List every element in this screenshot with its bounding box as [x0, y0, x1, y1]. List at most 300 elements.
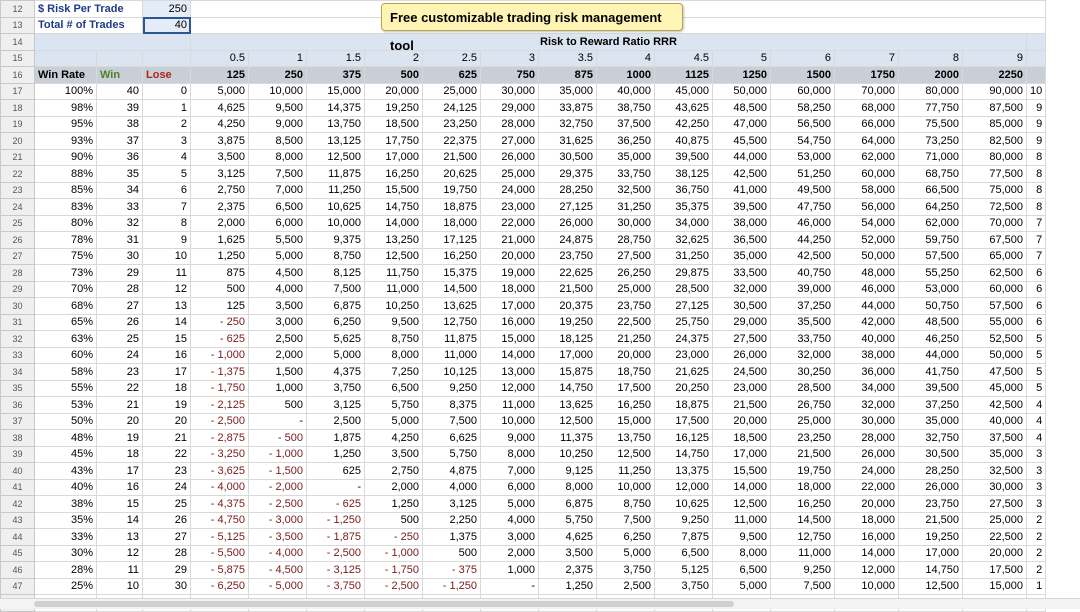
- pnl-cell[interactable]: 16,250: [771, 496, 835, 513]
- pnl-cell[interactable]: 42,500: [771, 248, 835, 265]
- pnl-cell[interactable]: 15,000: [307, 83, 365, 100]
- pnl-cell[interactable]: - 2,000: [249, 479, 307, 496]
- pnl-cell[interactable]: 57,500: [963, 298, 1027, 315]
- pnl-cell[interactable]: 6: [1027, 265, 1046, 282]
- pnl-cell[interactable]: 21,000: [481, 232, 539, 249]
- pnl-cell[interactable]: 21,500: [771, 446, 835, 463]
- pnl-cell[interactable]: 55,000: [963, 314, 1027, 331]
- reward-amount-header[interactable]: 1500: [771, 67, 835, 84]
- lose-count-cell[interactable]: 20: [143, 413, 191, 430]
- pnl-cell[interactable]: 9,500: [249, 100, 307, 117]
- pnl-cell[interactable]: 60,000: [771, 83, 835, 100]
- pnl-cell[interactable]: 47,500: [963, 364, 1027, 381]
- pnl-cell[interactable]: 19,250: [899, 529, 963, 546]
- pnl-cell[interactable]: 10,625: [655, 496, 713, 513]
- pnl-cell[interactable]: 68,000: [835, 100, 899, 117]
- pnl-cell[interactable]: 500: [365, 512, 423, 529]
- pnl-cell[interactable]: - 625: [307, 496, 365, 513]
- lose-count-cell[interactable]: 15: [143, 331, 191, 348]
- pnl-cell[interactable]: 9,250: [423, 380, 481, 397]
- lose-header[interactable]: Lose: [143, 67, 191, 84]
- pnl-cell[interactable]: 27,125: [539, 199, 597, 216]
- pnl-cell[interactable]: 30,500: [713, 298, 771, 315]
- pnl-cell[interactable]: 8,750: [365, 331, 423, 348]
- pnl-cell[interactable]: - 1,500: [249, 463, 307, 480]
- row-header[interactable]: 32: [1, 331, 35, 348]
- pnl-cell[interactable]: 16,250: [597, 397, 655, 414]
- pnl-cell[interactable]: 6,250: [597, 529, 655, 546]
- pnl-cell[interactable]: 35,000: [597, 149, 655, 166]
- pnl-cell[interactable]: 24,000: [481, 182, 539, 199]
- pnl-cell[interactable]: 7: [1027, 215, 1046, 232]
- pnl-cell[interactable]: 5,000: [365, 413, 423, 430]
- pnl-cell[interactable]: 66,500: [899, 182, 963, 199]
- pnl-cell[interactable]: 11,000: [771, 545, 835, 562]
- win-count-cell[interactable]: 35: [97, 166, 143, 183]
- win-count-cell[interactable]: 23: [97, 364, 143, 381]
- win-count-cell[interactable]: 26: [97, 314, 143, 331]
- pnl-cell[interactable]: 35,500: [771, 314, 835, 331]
- pnl-cell[interactable]: 23,750: [597, 298, 655, 315]
- pnl-cell[interactable]: 8,000: [713, 545, 771, 562]
- pnl-cell[interactable]: 14,500: [423, 281, 481, 298]
- lose-count-cell[interactable]: 13: [143, 298, 191, 315]
- row-header[interactable]: 29: [1, 281, 35, 298]
- pnl-cell[interactable]: 27,125: [655, 298, 713, 315]
- pnl-cell[interactable]: 6,625: [423, 430, 481, 447]
- pnl-cell[interactable]: 20,000: [481, 248, 539, 265]
- pnl-cell[interactable]: 9,250: [655, 512, 713, 529]
- pnl-cell[interactable]: 4,250: [365, 430, 423, 447]
- pnl-cell[interactable]: 19,250: [539, 314, 597, 331]
- pnl-cell[interactable]: 3: [1027, 463, 1046, 480]
- pnl-cell[interactable]: 4,000: [481, 512, 539, 529]
- pnl-cell[interactable]: 6,500: [365, 380, 423, 397]
- pnl-cell[interactable]: 23,250: [771, 430, 835, 447]
- pnl-cell[interactable]: 22,625: [539, 265, 597, 282]
- total-trades-input[interactable]: 40: [143, 17, 191, 34]
- reward-amount-header[interactable]: 1250: [713, 67, 771, 84]
- pnl-cell[interactable]: 17,000: [899, 545, 963, 562]
- row-header[interactable]: 42: [1, 496, 35, 513]
- win-count-cell[interactable]: 22: [97, 380, 143, 397]
- ratio-header[interactable]: 1.5: [307, 50, 365, 67]
- pnl-cell[interactable]: 7: [1027, 248, 1046, 265]
- pnl-cell[interactable]: 29,000: [481, 100, 539, 117]
- pnl-cell[interactable]: 1,875: [307, 430, 365, 447]
- pnl-cell[interactable]: 12,500: [597, 446, 655, 463]
- row-header[interactable]: 33: [1, 347, 35, 364]
- pnl-cell[interactable]: 18,875: [655, 397, 713, 414]
- pnl-cell[interactable]: 16,250: [423, 248, 481, 265]
- pnl-cell[interactable]: - 1,250: [307, 512, 365, 529]
- pnl-cell[interactable]: 42,000: [835, 314, 899, 331]
- pnl-cell[interactable]: 12,750: [423, 314, 481, 331]
- pnl-cell[interactable]: 42,500: [713, 166, 771, 183]
- pnl-cell[interactable]: 29,375: [539, 166, 597, 183]
- row-header[interactable]: 45: [1, 545, 35, 562]
- win-rate-cell[interactable]: 65%: [35, 314, 97, 331]
- pnl-cell[interactable]: 2,000: [365, 479, 423, 496]
- pnl-cell[interactable]: 21,625: [655, 364, 713, 381]
- pnl-cell[interactable]: 6,000: [481, 479, 539, 496]
- pnl-cell[interactable]: - 1,000: [191, 347, 249, 364]
- pnl-cell[interactable]: 45,000: [963, 380, 1027, 397]
- pnl-cell[interactable]: - 3,500: [249, 529, 307, 546]
- pnl-cell[interactable]: - 1,875: [307, 529, 365, 546]
- pnl-cell[interactable]: 17,000: [539, 347, 597, 364]
- pnl-cell[interactable]: 3,500: [539, 545, 597, 562]
- pnl-cell[interactable]: 30,000: [481, 83, 539, 100]
- pnl-cell[interactable]: 37,250: [771, 298, 835, 315]
- pnl-cell[interactable]: 28,000: [481, 116, 539, 133]
- lose-count-cell[interactable]: 5: [143, 166, 191, 183]
- row-header[interactable]: 34: [1, 364, 35, 381]
- lose-count-cell[interactable]: 3: [143, 133, 191, 150]
- pnl-cell[interactable]: 4,625: [539, 529, 597, 546]
- lose-count-cell[interactable]: 28: [143, 545, 191, 562]
- pnl-cell[interactable]: 15,000: [963, 578, 1027, 595]
- pnl-cell[interactable]: 54,000: [835, 215, 899, 232]
- pnl-cell[interactable]: 44,000: [899, 347, 963, 364]
- pnl-cell[interactable]: 18,500: [365, 116, 423, 133]
- pnl-cell[interactable]: 13,625: [539, 397, 597, 414]
- win-rate-cell[interactable]: 90%: [35, 149, 97, 166]
- pnl-cell[interactable]: 41,000: [713, 182, 771, 199]
- pnl-cell[interactable]: 8,750: [307, 248, 365, 265]
- pnl-cell[interactable]: - 4,000: [191, 479, 249, 496]
- win-count-cell[interactable]: 15: [97, 496, 143, 513]
- pnl-cell[interactable]: 44,000: [713, 149, 771, 166]
- pnl-cell[interactable]: - 1,750: [191, 380, 249, 397]
- pnl-cell[interactable]: 26,000: [899, 479, 963, 496]
- pnl-cell[interactable]: 9,375: [307, 232, 365, 249]
- ratio-header[interactable]: 1: [249, 50, 307, 67]
- pnl-cell[interactable]: - 3,000: [249, 512, 307, 529]
- pnl-cell[interactable]: 33,875: [539, 100, 597, 117]
- pnl-cell[interactable]: 125: [191, 298, 249, 315]
- pnl-cell[interactable]: 12,000: [655, 479, 713, 496]
- pnl-cell[interactable]: 38,750: [597, 100, 655, 117]
- pnl-cell[interactable]: 14,000: [365, 215, 423, 232]
- pnl-cell[interactable]: 80,000: [899, 83, 963, 100]
- win-rate-cell[interactable]: 78%: [35, 232, 97, 249]
- pnl-cell[interactable]: 32,000: [713, 281, 771, 298]
- pnl-cell[interactable]: 38,000: [835, 347, 899, 364]
- pnl-cell[interactable]: 28,250: [899, 463, 963, 480]
- pnl-cell[interactable]: 17,000: [365, 149, 423, 166]
- pnl-cell[interactable]: 13,375: [655, 463, 713, 480]
- pnl-cell[interactable]: 3,000: [481, 529, 539, 546]
- win-count-cell[interactable]: 20: [97, 413, 143, 430]
- pnl-cell[interactable]: 11,000: [423, 347, 481, 364]
- row-header[interactable]: 15: [1, 50, 35, 67]
- pnl-cell[interactable]: 7,500: [423, 413, 481, 430]
- row-header[interactable]: 22: [1, 166, 35, 183]
- pnl-cell[interactable]: 9: [1027, 133, 1046, 150]
- win-rate-cell[interactable]: 58%: [35, 364, 97, 381]
- pnl-cell[interactable]: 17,125: [423, 232, 481, 249]
- lose-count-cell[interactable]: 16: [143, 347, 191, 364]
- pnl-cell[interactable]: 30,500: [539, 149, 597, 166]
- pnl-cell[interactable]: 32,500: [597, 182, 655, 199]
- pnl-cell[interactable]: 5,500: [249, 232, 307, 249]
- pnl-cell[interactable]: 6,250: [307, 314, 365, 331]
- pnl-cell[interactable]: 44,000: [835, 298, 899, 315]
- ratio-header[interactable]: 5: [713, 50, 771, 67]
- win-rate-cell[interactable]: 48%: [35, 430, 97, 447]
- pnl-cell[interactable]: 45,000: [655, 83, 713, 100]
- pnl-cell[interactable]: 13,125: [307, 133, 365, 150]
- win-count-cell[interactable]: 12: [97, 545, 143, 562]
- win-rate-cell[interactable]: 100%: [35, 83, 97, 100]
- pnl-cell[interactable]: 48,500: [713, 100, 771, 117]
- pnl-cell[interactable]: 5: [1027, 380, 1046, 397]
- pnl-cell[interactable]: 9,250: [771, 562, 835, 579]
- pnl-cell[interactable]: 58,250: [771, 100, 835, 117]
- pnl-cell[interactable]: 20,625: [423, 166, 481, 183]
- pnl-cell[interactable]: 2,000: [249, 347, 307, 364]
- pnl-cell[interactable]: 8,375: [423, 397, 481, 414]
- pnl-cell[interactable]: 8,000: [365, 347, 423, 364]
- pnl-cell[interactable]: 54,750: [771, 133, 835, 150]
- pnl-cell[interactable]: 9,000: [249, 116, 307, 133]
- pnl-cell[interactable]: 12,500: [899, 578, 963, 595]
- pnl-cell[interactable]: 3: [1027, 496, 1046, 513]
- row-header[interactable]: 28: [1, 265, 35, 282]
- win-rate-cell[interactable]: 68%: [35, 298, 97, 315]
- pnl-cell[interactable]: 7,875: [655, 529, 713, 546]
- pnl-cell[interactable]: 8: [1027, 182, 1046, 199]
- pnl-cell[interactable]: 3,500: [249, 298, 307, 315]
- reward-amount-header[interactable]: 2250: [963, 67, 1027, 84]
- pnl-cell[interactable]: 10,125: [423, 364, 481, 381]
- pnl-cell[interactable]: 32,000: [771, 347, 835, 364]
- pnl-cell[interactable]: - 5,000: [249, 578, 307, 595]
- pnl-cell[interactable]: 90,000: [963, 83, 1027, 100]
- pnl-cell[interactable]: 8: [1027, 166, 1046, 183]
- win-count-cell[interactable]: 28: [97, 281, 143, 298]
- pnl-cell[interactable]: 4,500: [249, 265, 307, 282]
- win-rate-cell[interactable]: 70%: [35, 281, 97, 298]
- win-rate-cell[interactable]: 33%: [35, 529, 97, 546]
- pnl-cell[interactable]: 23,750: [539, 248, 597, 265]
- pnl-cell[interactable]: 875: [191, 265, 249, 282]
- pnl-cell[interactable]: 32,625: [655, 232, 713, 249]
- win-count-cell[interactable]: 24: [97, 347, 143, 364]
- win-rate-cell[interactable]: 75%: [35, 248, 97, 265]
- pnl-cell[interactable]: 52,000: [835, 232, 899, 249]
- pnl-cell[interactable]: 16,250: [365, 166, 423, 183]
- win-count-cell[interactable]: 13: [97, 529, 143, 546]
- pnl-cell[interactable]: 2,375: [539, 562, 597, 579]
- pnl-cell[interactable]: 2,500: [307, 413, 365, 430]
- win-count-cell[interactable]: 40: [97, 83, 143, 100]
- win-rate-cell[interactable]: 60%: [35, 347, 97, 364]
- pnl-cell[interactable]: 16,125: [655, 430, 713, 447]
- pnl-cell[interactable]: 5,000: [307, 347, 365, 364]
- ratio-header[interactable]: 8: [899, 50, 963, 67]
- pnl-cell[interactable]: 8,750: [597, 496, 655, 513]
- pnl-cell[interactable]: 6,500: [713, 562, 771, 579]
- pnl-cell[interactable]: 14,500: [771, 512, 835, 529]
- pnl-cell[interactable]: 24,000: [835, 463, 899, 480]
- pnl-cell[interactable]: 21,500: [899, 512, 963, 529]
- pnl-cell[interactable]: 11,000: [365, 281, 423, 298]
- pnl-cell[interactable]: 22,375: [423, 133, 481, 150]
- lose-count-cell[interactable]: 8: [143, 215, 191, 232]
- pnl-cell[interactable]: 19,750: [423, 182, 481, 199]
- pnl-cell[interactable]: 13,750: [307, 116, 365, 133]
- win-rate-cell[interactable]: 80%: [35, 215, 97, 232]
- pnl-cell[interactable]: 20,000: [597, 347, 655, 364]
- win-rate-header[interactable]: Win Rate: [35, 67, 97, 84]
- row-header[interactable]: 20: [1, 133, 35, 150]
- pnl-cell[interactable]: 3,875: [191, 133, 249, 150]
- ratio-header[interactable]: 2: [365, 50, 423, 67]
- pnl-cell[interactable]: 66,000: [835, 116, 899, 133]
- lose-count-cell[interactable]: 19: [143, 397, 191, 414]
- pnl-cell[interactable]: 13,625: [423, 298, 481, 315]
- pnl-cell[interactable]: 7: [1027, 232, 1046, 249]
- pnl-cell[interactable]: -: [249, 413, 307, 430]
- pnl-cell[interactable]: 3,750: [597, 562, 655, 579]
- win-count-cell[interactable]: 14: [97, 512, 143, 529]
- pnl-cell[interactable]: 4: [1027, 413, 1046, 430]
- win-rate-cell[interactable]: 53%: [35, 397, 97, 414]
- pnl-cell[interactable]: 5,750: [365, 397, 423, 414]
- pnl-cell[interactable]: -: [307, 479, 365, 496]
- pnl-cell[interactable]: 41,750: [899, 364, 963, 381]
- pnl-cell[interactable]: 37,500: [963, 430, 1027, 447]
- pnl-cell[interactable]: 5: [1027, 331, 1046, 348]
- pnl-cell[interactable]: 33,750: [771, 331, 835, 348]
- row-header[interactable]: 12: [1, 1, 35, 18]
- pnl-cell[interactable]: 62,000: [899, 215, 963, 232]
- pnl-cell[interactable]: 35,000: [539, 83, 597, 100]
- pnl-cell[interactable]: - 4,000: [249, 545, 307, 562]
- win-rate-cell[interactable]: 98%: [35, 100, 97, 117]
- win-rate-cell[interactable]: 93%: [35, 133, 97, 150]
- pnl-cell[interactable]: 7,500: [597, 512, 655, 529]
- pnl-cell[interactable]: 13,750: [597, 430, 655, 447]
- pnl-cell[interactable]: 6,875: [307, 298, 365, 315]
- pnl-cell[interactable]: 10,000: [481, 413, 539, 430]
- pnl-cell[interactable]: 60,000: [963, 281, 1027, 298]
- pnl-cell[interactable]: - 6,250: [191, 578, 249, 595]
- pnl-cell[interactable]: 15,500: [713, 463, 771, 480]
- pnl-cell[interactable]: 22,000: [481, 215, 539, 232]
- pnl-cell[interactable]: 40,875: [655, 133, 713, 150]
- pnl-cell[interactable]: 4,250: [191, 116, 249, 133]
- pnl-cell[interactable]: - 1,000: [365, 545, 423, 562]
- pnl-cell[interactable]: - 500: [249, 430, 307, 447]
- pnl-cell[interactable]: - 1,750: [365, 562, 423, 579]
- pnl-cell[interactable]: 9: [1027, 116, 1046, 133]
- win-rate-cell[interactable]: 95%: [35, 116, 97, 133]
- pnl-cell[interactable]: 15,500: [365, 182, 423, 199]
- pnl-cell[interactable]: 15,375: [423, 265, 481, 282]
- row-header[interactable]: 19: [1, 116, 35, 133]
- pnl-cell[interactable]: - 1,250: [423, 578, 481, 595]
- pnl-cell[interactable]: 18,000: [835, 512, 899, 529]
- pnl-cell[interactable]: 3,125: [307, 397, 365, 414]
- pnl-cell[interactable]: 1,250: [307, 446, 365, 463]
- pnl-cell[interactable]: 15,000: [481, 331, 539, 348]
- pnl-cell[interactable]: 20,250: [655, 380, 713, 397]
- pnl-cell[interactable]: - 3,625: [191, 463, 249, 480]
- pnl-cell[interactable]: 51,250: [771, 166, 835, 183]
- win-count-cell[interactable]: 38: [97, 116, 143, 133]
- pnl-cell[interactable]: 12,500: [365, 248, 423, 265]
- pnl-cell[interactable]: 45,500: [713, 133, 771, 150]
- win-rate-cell[interactable]: 88%: [35, 166, 97, 183]
- pnl-cell[interactable]: 34,000: [655, 215, 713, 232]
- pnl-cell[interactable]: 26,000: [481, 149, 539, 166]
- pnl-cell[interactable]: 23,250: [423, 116, 481, 133]
- row-header[interactable]: 39: [1, 446, 35, 463]
- pnl-cell[interactable]: - 3,250: [191, 446, 249, 463]
- lose-count-cell[interactable]: 9: [143, 232, 191, 249]
- pnl-cell[interactable]: 46,000: [835, 281, 899, 298]
- lose-count-cell[interactable]: 29: [143, 562, 191, 579]
- pnl-cell[interactable]: 22,500: [597, 314, 655, 331]
- pnl-cell[interactable]: 1,625: [191, 232, 249, 249]
- pnl-cell[interactable]: 53,000: [771, 149, 835, 166]
- pnl-cell[interactable]: 59,750: [899, 232, 963, 249]
- pnl-cell[interactable]: 18,875: [423, 199, 481, 216]
- pnl-cell[interactable]: 33,500: [713, 265, 771, 282]
- pnl-cell[interactable]: 55,250: [899, 265, 963, 282]
- pnl-cell[interactable]: 24,875: [539, 232, 597, 249]
- pnl-cell[interactable]: 11,000: [713, 512, 771, 529]
- reward-amount-header[interactable]: 125: [191, 67, 249, 84]
- pnl-cell[interactable]: 44,250: [771, 232, 835, 249]
- win-rate-cell[interactable]: 35%: [35, 512, 97, 529]
- pnl-cell[interactable]: 14,000: [481, 347, 539, 364]
- pnl-cell[interactable]: 17,000: [713, 446, 771, 463]
- pnl-cell[interactable]: 33,750: [597, 166, 655, 183]
- scrollbar-thumb[interactable]: [34, 601, 734, 607]
- pnl-cell[interactable]: - 4,750: [191, 512, 249, 529]
- ratio-header[interactable]: 4.5: [655, 50, 713, 67]
- pnl-cell[interactable]: - 2,125: [191, 397, 249, 414]
- pnl-cell[interactable]: 35,000: [713, 248, 771, 265]
- pnl-cell[interactable]: 12,500: [713, 496, 771, 513]
- pnl-cell[interactable]: 20,000: [835, 496, 899, 513]
- pnl-cell[interactable]: 30,500: [899, 446, 963, 463]
- pnl-cell[interactable]: 29,000: [713, 314, 771, 331]
- pnl-cell[interactable]: 19,750: [771, 463, 835, 480]
- pnl-cell[interactable]: 50,000: [713, 83, 771, 100]
- pnl-cell[interactable]: 5,000: [713, 578, 771, 595]
- reward-amount-header[interactable]: 375: [307, 67, 365, 84]
- pnl-cell[interactable]: 4,625: [191, 100, 249, 117]
- pnl-cell[interactable]: 36,750: [655, 182, 713, 199]
- pnl-cell[interactable]: 10: [1027, 83, 1046, 100]
- row-header[interactable]: 14: [1, 34, 35, 51]
- pnl-cell[interactable]: 77,500: [963, 166, 1027, 183]
- pnl-cell[interactable]: 50,000: [835, 248, 899, 265]
- pnl-cell[interactable]: 21,500: [539, 281, 597, 298]
- lose-count-cell[interactable]: 12: [143, 281, 191, 298]
- pnl-cell[interactable]: 7,500: [307, 281, 365, 298]
- win-rate-cell[interactable]: 83%: [35, 199, 97, 216]
- win-rate-cell[interactable]: 45%: [35, 446, 97, 463]
- pnl-cell[interactable]: 31,625: [539, 133, 597, 150]
- row-header[interactable]: 13: [1, 17, 35, 34]
- pnl-cell[interactable]: 28,500: [771, 380, 835, 397]
